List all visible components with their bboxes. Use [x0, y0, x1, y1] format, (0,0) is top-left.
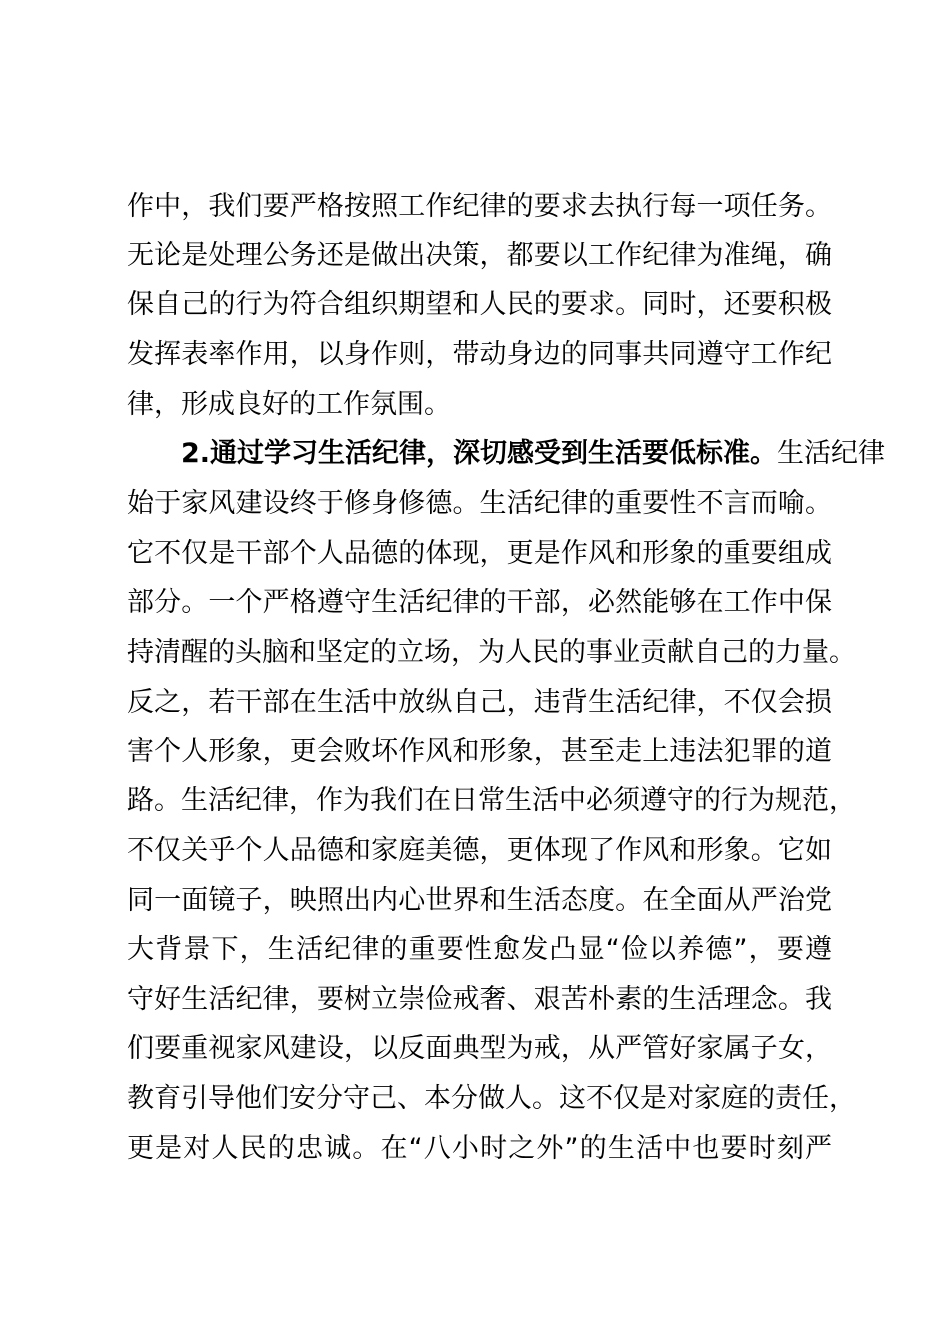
paragraph-line: 大背景下，生活纪律的重要性愈发凸显“俭以养德”，要遵 — [127, 934, 832, 965]
paragraph-line: 始于家风建设终于修身修德。生活纪律的重要性不言而喻。 — [127, 488, 832, 519]
paragraph-line: 不仅关乎个人品德和家庭美德，更体现了作风和形象。它如 — [127, 835, 832, 866]
paragraph-line: 反之，若干部在生活中放纵自己，违背生活纪律，不仅会损 — [127, 687, 832, 718]
paragraph-line: 保自己的行为符合组织期望和人民的要求。同时，还要积极 — [127, 289, 832, 320]
paragraph-text: 生活纪律 — [777, 438, 886, 469]
paragraph-line: 害个人形象，更会败坏作风和形象，甚至走上违法犯罪的道 — [127, 736, 832, 767]
paragraph-line: 教育引导他们安分守己、本分做人。这不仅是对家庭的责任， — [127, 1083, 856, 1114]
paragraph-line: 同一面镜子，映照出内心世界和生活态度。在全面从严治党 — [127, 885, 832, 916]
section-heading: 2.通过学习生活纪律，深切感受到生活要低标准。 — [181, 438, 778, 469]
paragraph-line: 部分。一个严格遵守生活纪律的干部，必然能够在工作中保 — [127, 587, 832, 618]
paragraph-line: 它不仅是干部个人品德的体现，更是作风和形象的重要组成 — [127, 538, 832, 569]
paragraph-line: 守好生活纪律，要树立崇俭戒奢、艰苦朴素的生活理念。我 — [127, 984, 832, 1015]
paragraph-line: 发挥表率作用，以身作则，带动身边的同事共同遵守工作纪 — [127, 339, 832, 370]
paragraph-line: 更是对人民的忠诚。在“八小时之外”的生活中也要时刻严 — [127, 1133, 832, 1164]
paragraph-line: 律，形成良好的工作氛围。 — [127, 389, 451, 420]
paragraph-line: 们要重视家风建设，以反面典型为戒，从严管好家属子女， — [127, 1033, 832, 1064]
section-heading-line — [181, 429, 886, 479]
paragraph-line: 作中，我们要严格按照工作纪律的要求去执行每一项任务。 — [127, 191, 832, 222]
paragraph-line: 路。生活纪律，作为我们在日常生活中必须遵守的行为规范， — [127, 785, 856, 816]
paragraph-line: 持清醒的头脑和坚定的立场，为人民的事业贡献自己的力量。 — [127, 637, 856, 668]
paragraph-line: 无论是处理公务还是做出决策，都要以工作纪律为准绳，确 — [127, 240, 832, 271]
